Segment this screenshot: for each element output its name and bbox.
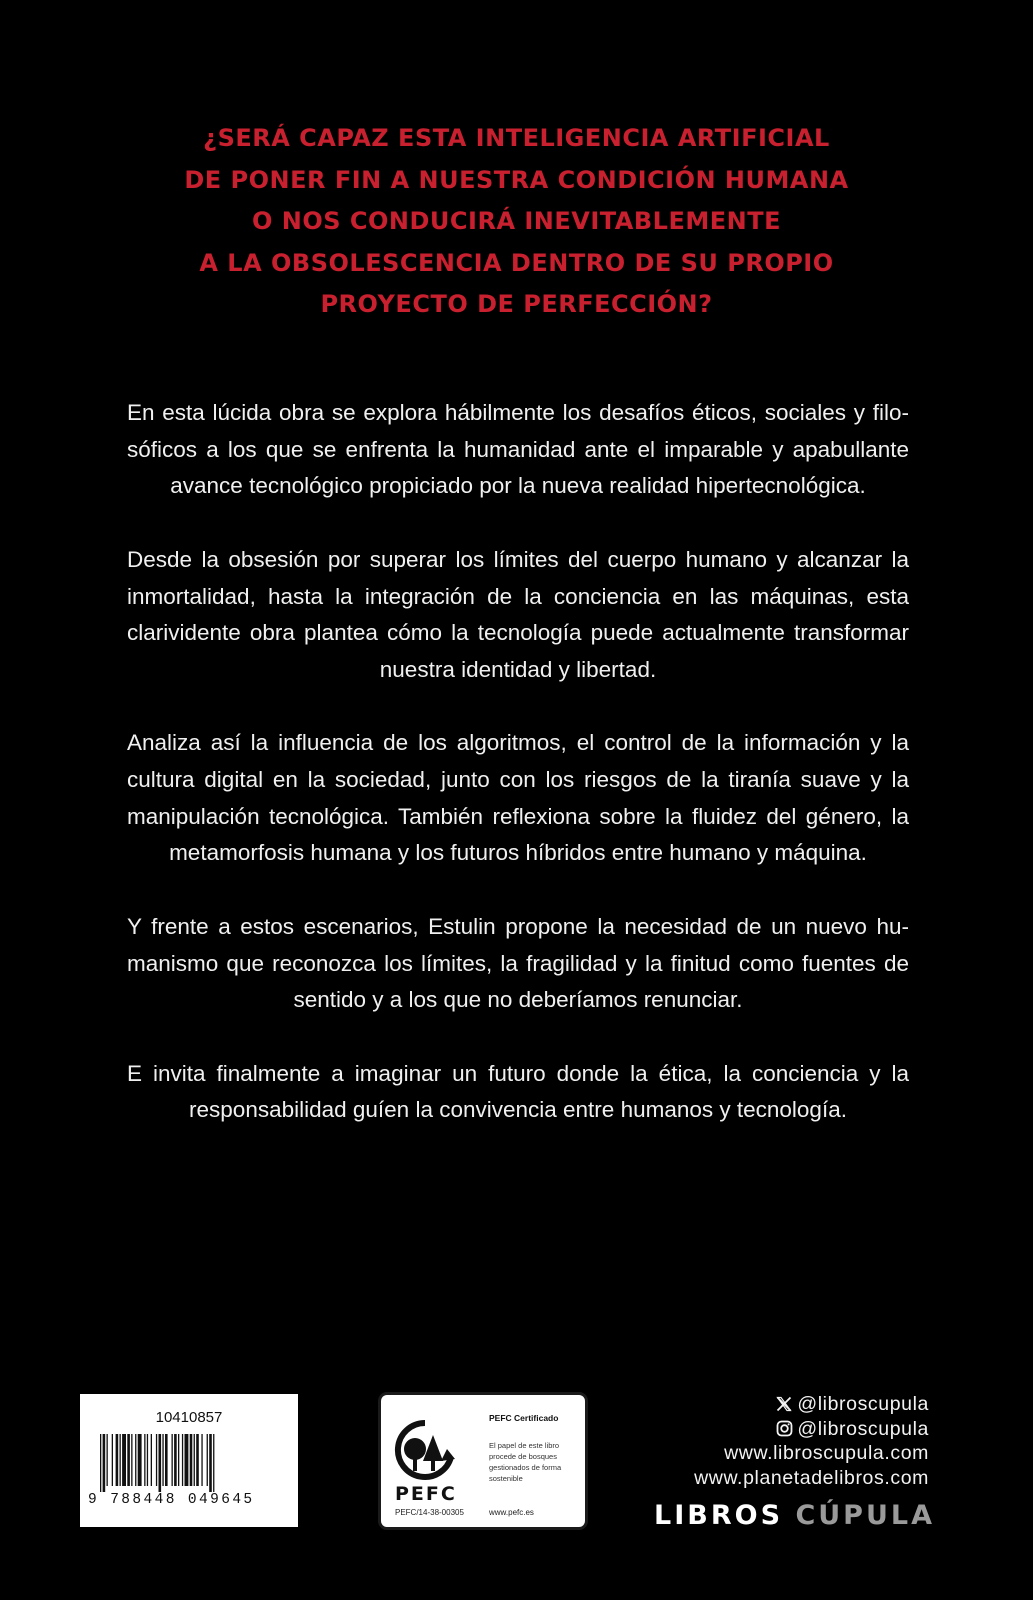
blurb-paragraph: En esta lúcida obra se explora hábilmente los desafíos éticos, sociales y filosóficos a los que se enfrenta la humanidad ante el imparable y apabullante avance tecnológico propiciado por la nueva realidad hipertecnológica. (127, 400, 909, 499)
pefc-wordmark: PEFC (395, 1483, 457, 1505)
instagram-handle-row (694, 1417, 929, 1442)
headline-line: A LA OBSOLESCENCIA DENTRO DE SU PROPIO (199, 248, 834, 277)
headline-line: PROYECTO DE PERFECCIÓN? (320, 290, 713, 318)
instagram-icon (775, 1420, 793, 1438)
pefc-title: PEFC Certificado (489, 1413, 559, 1423)
x-handle[interactable]: @libroscupula (797, 1393, 929, 1415)
website-link (694, 1441, 929, 1466)
headline-line: ¿SERÁ CAPAZ ESTA INTELIGENCIA ARTIFICIAL (203, 124, 830, 152)
x-logo-icon (775, 1395, 793, 1413)
publisher-word-libros: LIBROS (654, 1500, 784, 1531)
pefc-code: PEFC/14-38-00305 (395, 1508, 464, 1517)
instagram-handle[interactable]: @libroscupula (797, 1417, 929, 1440)
barcode-label (80, 1394, 298, 1527)
pefc-url: www.pefc.es (489, 1508, 534, 1517)
headline (60, 118, 973, 326)
blurb-paragraph: E invita finalmente a imaginar un futuro donde la ética, la conciencia y la responsabilidad guíen la convivencia entre humanos y tecnología. (127, 1060, 909, 1123)
pefc-description: El papel de este libro procede de bosques gestionados de forma sostenible (489, 1441, 562, 1483)
contact-info (694, 1392, 929, 1490)
barcode-code: 10410857 (155, 1409, 223, 1426)
headline-line: O NOS CONDUCIRÁ INEVITABLEMENTE (252, 207, 781, 235)
blurb-paragraph: Y frente a estos escenarios, Estulin propone la necesidad de un nuevo humanismo que reconozca los límites, la fragilidad y la finitud como fuentes de sentido y a los que no deberíamos renunciar. (127, 913, 909, 1013)
publisher-word-cupula: CÚPULA (795, 1500, 935, 1531)
blurb-paragraph: Desde la obsesión por superar los límites del cuerpo humano y alcanzar la inmortalidad, hasta la integración de la conciencia en las máquinas, esta clarividente obra plantea cómo la tecnología puede actualmente transformar nuestra identidad y libertad. (127, 546, 909, 682)
blurb (127, 395, 909, 1166)
pefc-tree-logo-icon (393, 1419, 457, 1481)
publisher-logo (654, 1500, 935, 1531)
barcode-icon (88, 1434, 290, 1492)
blurb-paragraph: Analiza así la influencia de los algoritmos, el control de la información y la cultura digital en la sociedad, junto con los riesgos de la tiranía suave y la manipulación tecnológica. También reflexiona sobre la fluidez del género, la metamorfosis humana y los futuros híbridos entre humano y máquina. (127, 730, 909, 866)
headline-line: DE PONER FIN A NUESTRA CONDICIÓN HUMANA (184, 165, 849, 194)
x-handle-row (694, 1392, 929, 1417)
pefc-label (378, 1392, 588, 1530)
website-planeta[interactable]: www.planetadelibros.com (694, 1466, 929, 1489)
website-cupula[interactable]: www.libroscupula.com (724, 1442, 929, 1464)
website-link (694, 1466, 929, 1491)
barcode-digits: 9 788448 049645 (88, 1492, 255, 1508)
